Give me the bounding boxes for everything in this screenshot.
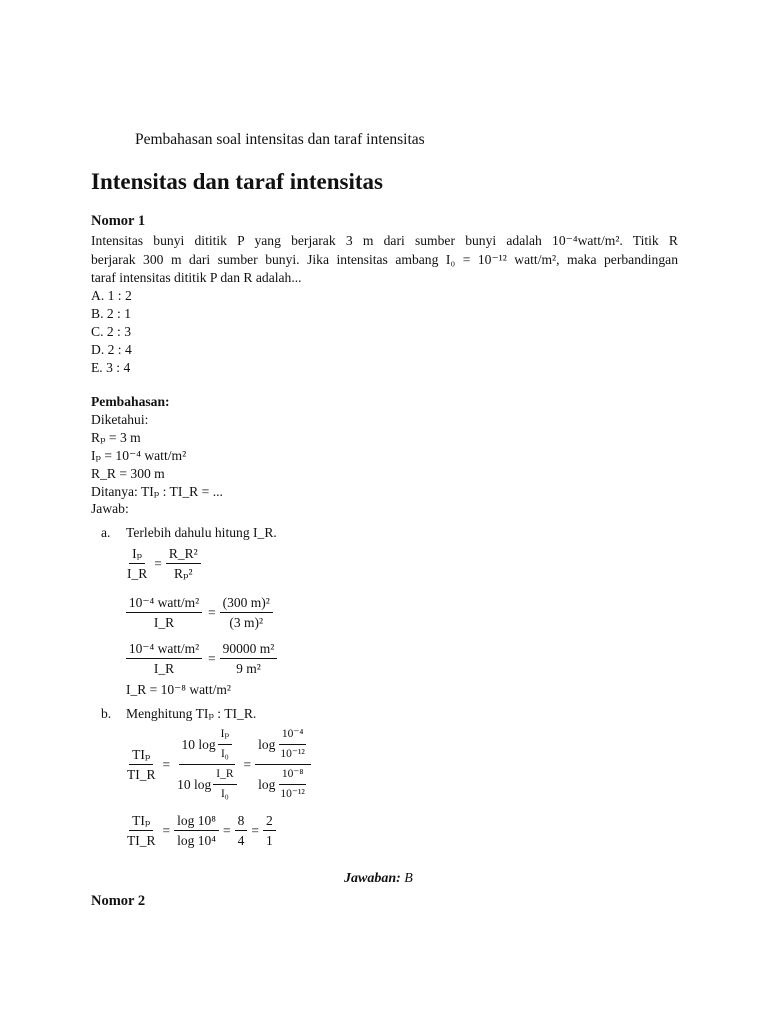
eq5-rhs-num-prefix: log — [258, 737, 276, 752]
eq5-rhs-den-frac-den: 10⁻¹² — [280, 788, 305, 800]
eq2-lhs-den: I_R — [153, 615, 175, 630]
equation-ti-ratio — [124, 726, 311, 803]
option-e: E. 3 : 4 — [91, 360, 131, 375]
equation-ratio-distance — [124, 545, 201, 582]
answer-value: B — [404, 871, 413, 886]
eq1-lhs-num: Iₚ — [129, 545, 145, 564]
eq6-lhs-den: TI_R — [127, 833, 156, 848]
eq5-mid-num-prefix: 10 log — [181, 737, 216, 752]
equals-sign: = — [162, 822, 171, 838]
step-b-text: Menghitung TIₚ : TI_R. — [126, 706, 257, 721]
eq6-mid-num: log 10⁸ — [174, 812, 219, 831]
question-1-line-2: berjarak 300 m dari sumber bunyi. Jika intensitas ambang I₀ = 10⁻¹² watt/m², maka perbandingan — [91, 251, 678, 267]
eq3-rhs-den: 9 m² — [236, 661, 261, 676]
equals-sign: = — [208, 650, 216, 666]
equals-sign: = — [251, 822, 259, 838]
known-rr: R_R = 300 m — [91, 466, 165, 481]
page-title: Intensitas dan taraf intensitas — [91, 169, 384, 194]
eq6-lhs-num: TIₚ — [129, 812, 153, 831]
eq1-rhs-den: Rₚ² — [174, 566, 193, 581]
option-b: B. 2 : 1 — [91, 306, 132, 321]
eq6-r1-num: 8 — [235, 812, 248, 831]
question-1-text — [91, 232, 678, 288]
eq1-lhs-den: I_R — [127, 566, 148, 581]
eq1-rhs-num: R_R² — [166, 545, 201, 564]
equation-simplified — [124, 640, 277, 677]
step-a-marker: a. — [101, 525, 111, 540]
option-d: D. 2 : 4 — [91, 342, 132, 357]
answer-label: Jawaban: — [344, 871, 401, 886]
eq3-lhs-num: 10⁻⁴ watt/m² — [126, 640, 202, 659]
known-label: Diketahui: — [91, 412, 149, 427]
equals-sign: = — [222, 822, 231, 838]
eq6-r2-num: 2 — [263, 812, 276, 831]
eq5-rhs-num-frac-num: 10⁻⁴ — [279, 726, 307, 745]
eq5-lhs-num: TIₚ — [129, 746, 153, 765]
eq6-r2-den: 1 — [265, 833, 273, 848]
known-rp: Rₚ = 3 m — [91, 430, 141, 445]
eq5-mid-num-frac-den: I₀ — [220, 748, 229, 760]
answer-label: Jawab: — [91, 501, 129, 516]
equation-final-ratio — [124, 812, 276, 849]
option-a: A. 1 : 2 — [91, 288, 132, 303]
eq5-lhs-den: TI_R — [127, 767, 156, 782]
equation-result-ir: I_R = 10⁻⁸ watt/m² — [126, 682, 231, 697]
eq5-mid-den-frac-num: I_R — [213, 766, 236, 785]
eq6-r1-den: 4 — [237, 833, 245, 848]
equation-substitution — [124, 594, 273, 631]
equals-sign: = — [162, 756, 171, 772]
eq5-rhs-den-frac-num: 10⁻⁸ — [279, 766, 307, 785]
step-a-text: Terlebih dahulu hitung I_R. — [126, 525, 277, 540]
eq5-rhs-num-frac-den: 10⁻¹² — [280, 748, 305, 760]
question-1-label: Nomor 1 — [91, 213, 146, 229]
eq5-mid-num-frac-num: Iₚ — [218, 726, 232, 745]
step-b-marker: b. — [101, 706, 112, 721]
eq2-lhs-num: 10⁻⁴ watt/m² — [126, 594, 202, 613]
asked-line: Ditanya: TIₚ : TI_R = ... — [91, 484, 223, 499]
equals-sign: = — [243, 756, 252, 772]
eq6-mid-den: log 10⁴ — [177, 833, 216, 848]
question-1-line-1: Intensitas bunyi dititik P yang berjarak 3 m dari sumber bunyi adalah 10⁻⁴watt/m². Titik R — [91, 233, 678, 248]
document-subtitle: Pembahasan soal intensitas dan taraf intensitas — [135, 131, 425, 148]
eq5-rhs-den-prefix: log — [258, 777, 276, 792]
known-ip: Iₚ = 10⁻⁴ watt/m² — [91, 448, 187, 463]
question-1-line-3: taraf intensitas dititik P dan R adalah... — [91, 270, 302, 285]
eq3-rhs-num: 90000 m² — [220, 640, 278, 659]
eq2-rhs-den: (3 m)² — [229, 615, 264, 630]
eq3-lhs-den: I_R — [153, 661, 175, 676]
answer-line — [344, 871, 413, 887]
option-c: C. 2 : 3 — [91, 324, 132, 339]
eq5-mid-den-prefix: 10 log — [177, 777, 212, 792]
solution-label: Pembahasan: — [91, 394, 170, 409]
eq5-mid-den-frac-den: I₀ — [220, 788, 229, 800]
equals-sign: = — [154, 555, 162, 571]
eq2-rhs-num: (300 m)² — [220, 594, 273, 613]
question-2-label: Nomor 2 — [91, 893, 146, 909]
equals-sign: = — [208, 604, 216, 620]
